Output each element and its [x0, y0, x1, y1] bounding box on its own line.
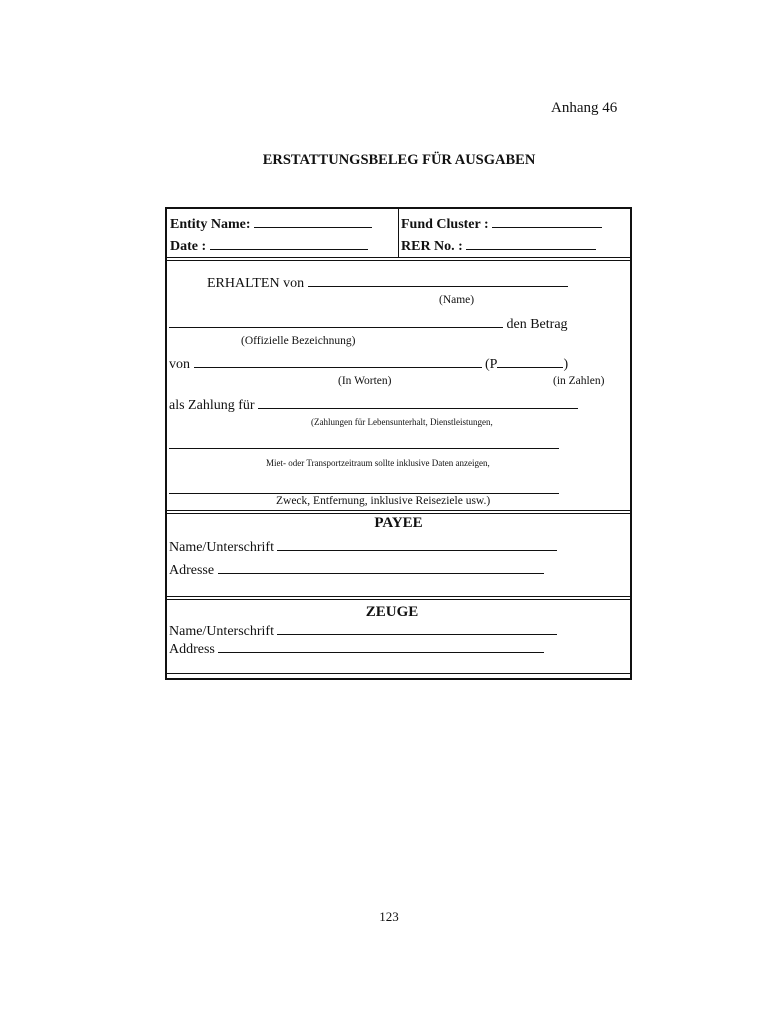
from-label: von — [169, 357, 190, 372]
payee-name-label: Name/Unterschrift — [169, 540, 274, 555]
payment-for-line[interactable] — [258, 397, 578, 409]
witness-address-label: Address — [169, 642, 215, 657]
fund-cluster-field[interactable] — [401, 216, 602, 233]
header-rule — [167, 257, 630, 258]
payee-title: PAYEE — [374, 515, 423, 531]
header-rule-double — [167, 260, 630, 261]
fund-cluster-label: Fund Cluster : — [401, 217, 489, 232]
in-figures-caption: (in Zahlen) — [553, 375, 605, 387]
witness-name-field[interactable] — [169, 623, 557, 640]
received-from-label: ERHALTEN von — [207, 276, 305, 291]
witness-address-field[interactable] — [169, 641, 544, 658]
witness-title: ZEUGE — [365, 604, 419, 620]
entity-name-field[interactable] — [170, 216, 372, 233]
amount-in-words-line[interactable] — [194, 356, 482, 368]
payee-address-line[interactable] — [218, 562, 544, 574]
purpose-line[interactable] — [169, 482, 559, 494]
payee-address-field[interactable] — [169, 562, 544, 579]
in-words-caption: (In Worten) — [338, 375, 392, 387]
entity-name-line[interactable] — [254, 216, 372, 228]
witness-name-line[interactable] — [277, 623, 557, 635]
header-divider — [398, 209, 399, 257]
designation-field[interactable] — [169, 316, 568, 333]
payment-caption: (Zahlungen für Lebensunterhalt, Dienstleistungen, — [311, 417, 493, 427]
payment-for-field[interactable] — [169, 397, 578, 414]
reimbursement-form — [165, 207, 632, 680]
rer-no-label: RER No. : — [401, 239, 463, 254]
period-line[interactable] — [169, 437, 559, 449]
designation-line[interactable] — [169, 316, 503, 328]
date-field[interactable] — [170, 238, 368, 255]
witness-name-label: Name/Unterschrift — [169, 624, 274, 639]
period-field[interactable] — [169, 437, 559, 454]
page-number: 123 — [379, 909, 399, 924]
received-from-field[interactable] — [207, 275, 568, 292]
payee-rule-double — [167, 513, 630, 514]
witness-rule — [167, 596, 630, 597]
date-label: Date : — [170, 239, 207, 254]
document-title: ERSTATTUNGSBELEG FÜR AUSGABEN — [262, 152, 536, 168]
entity-name-label: Entity Name: — [170, 217, 251, 232]
payee-rule — [167, 510, 630, 511]
official-designation-caption: (Offizielle Bezeichnung) — [241, 335, 356, 347]
peso-open: (P — [485, 357, 498, 372]
name-caption: (Name) — [439, 294, 475, 306]
rer-no-line[interactable] — [466, 238, 596, 250]
witness-rule-double — [167, 599, 630, 600]
rer-no-field[interactable] — [401, 238, 596, 255]
annex-label: Anhang 46 — [551, 100, 618, 116]
witness-address-line[interactable] — [218, 641, 544, 653]
period-caption: Miet- oder Transportzeitraum sollte inklusive Daten anzeigen, — [266, 458, 490, 468]
payee-address-label: Adresse — [169, 563, 215, 578]
bottom-rule-double — [167, 673, 630, 674]
amount-field[interactable] — [169, 356, 568, 373]
the-amount-label: den Betrag — [506, 317, 568, 332]
amount-in-figures-line[interactable] — [497, 356, 563, 368]
peso-close: ) — [563, 357, 569, 372]
payee-name-line[interactable] — [277, 539, 557, 551]
payment-for-label: als Zahlung für — [169, 398, 255, 413]
purpose-caption: Zweck, Entfernung, inklusive Reiseziele usw.) — [276, 495, 491, 507]
received-from-line[interactable] — [308, 275, 568, 287]
fund-cluster-line[interactable] — [492, 216, 602, 228]
date-line[interactable] — [210, 238, 368, 250]
payee-name-field[interactable] — [169, 539, 557, 556]
